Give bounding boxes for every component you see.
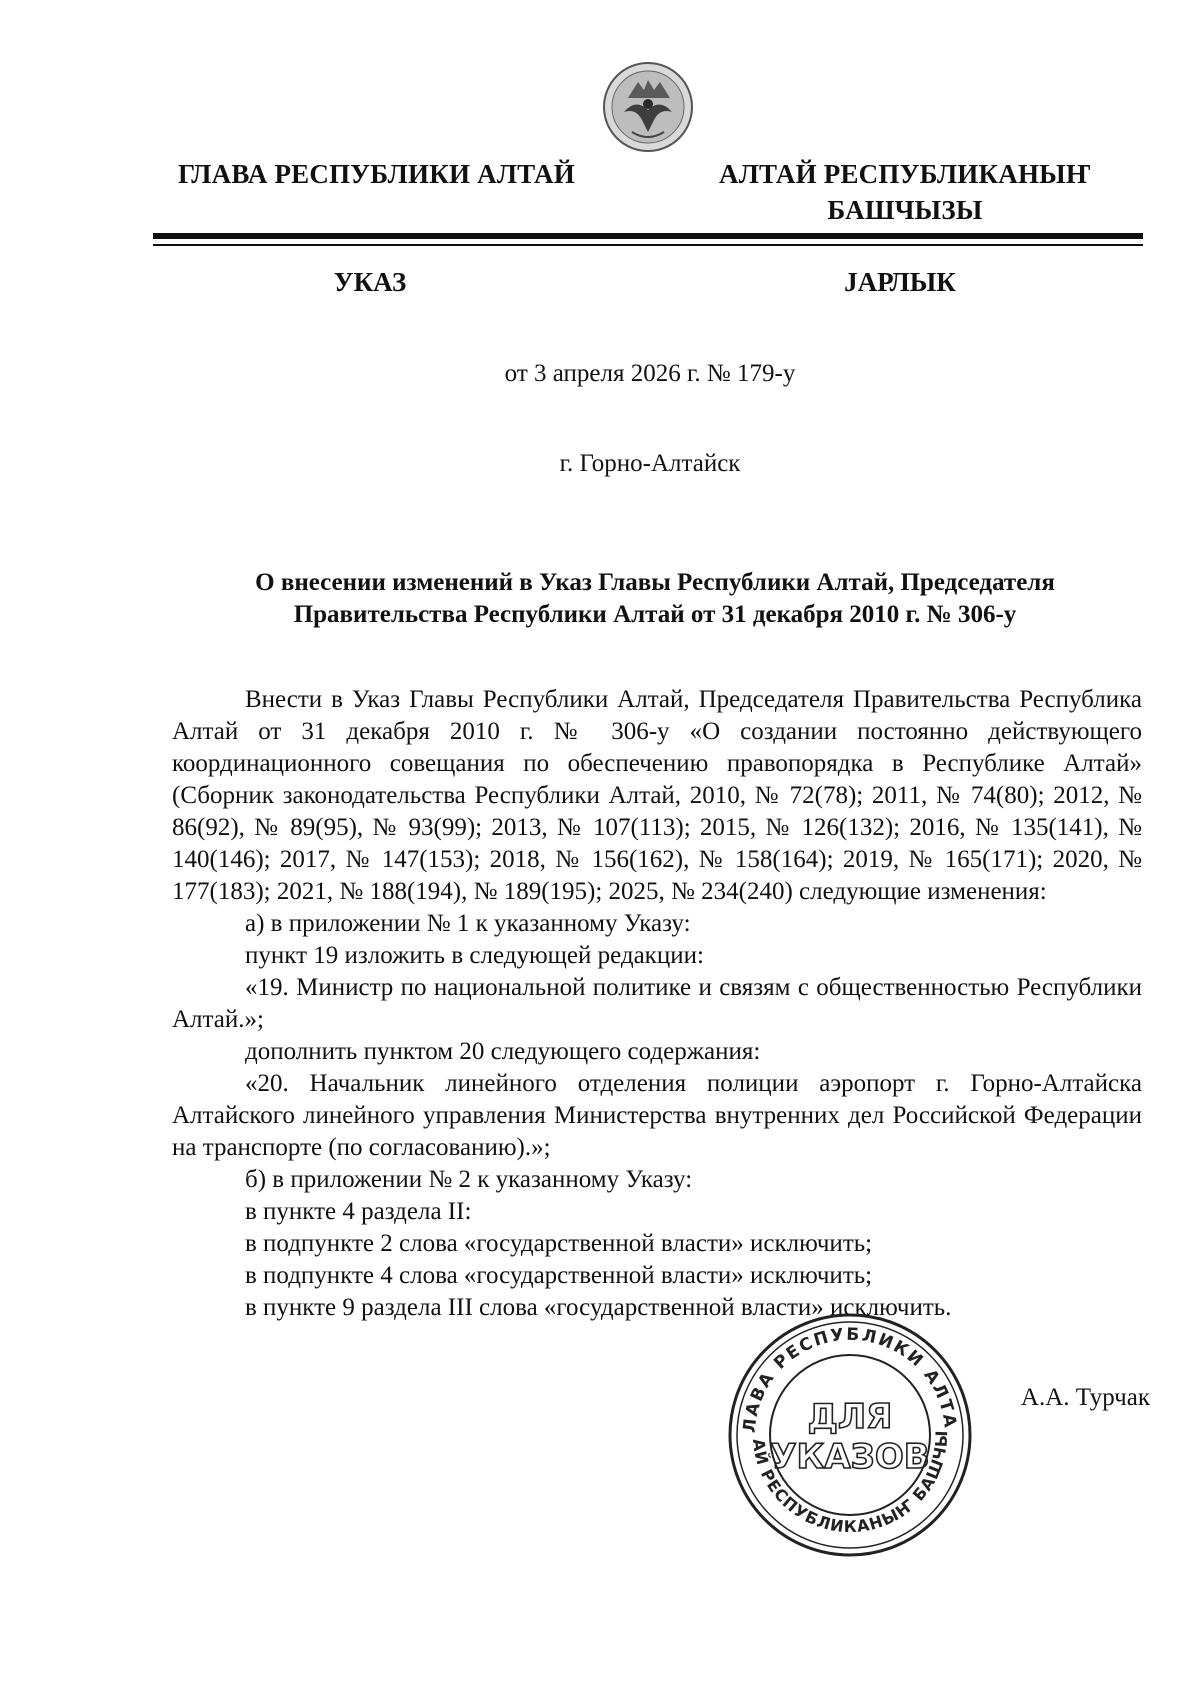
body-item-a3: дополнить пунктом 20 следующего содержания: (245, 1038, 761, 1065)
body-item-a4: «20. Начальник линейного отделения полиции аэропорт г. Горно-Алтайска Алтайского линейного управления Министерства внутренних дел Российской Федерации на транспорте (по согласованию).»; (172, 1070, 1142, 1161)
body-item-b4: в пункте 9 раздела III слова «государственной власти» исключить. (245, 1294, 952, 1321)
document-title (160, 567, 1150, 631)
title-line1: О внесении изменений в Указ Главы Республики Алтай, Председателя (255, 569, 1055, 596)
coat-of-arms-emblem (602, 60, 694, 154)
doc-type-left: УКАЗ (333, 267, 407, 297)
document-body (172, 684, 1142, 1324)
stamp-center-line1: ДЛЯ (807, 1397, 893, 1437)
header-right-line2: БАШЧЫЗЫ (827, 195, 983, 225)
body-item-b: б) в приложении № 2 к указанному Указу: (245, 1166, 693, 1193)
header-divider-thin (153, 244, 1143, 246)
doc-type-right: ЈАРЛЫК (844, 267, 956, 297)
header-divider-thick (153, 233, 1143, 239)
document-city: г. Горно-Алтайск (559, 450, 741, 477)
stamp-center-line2: УКАЗОВ (770, 1437, 930, 1477)
stamp-outer-top-text: ЛАВА РЕСПУБЛИКИ АЛТА (739, 1324, 961, 1434)
body-item-a: а) в приложении № 1 к указанному Указу: (245, 910, 691, 937)
body-intro-paragraph: Внести в Указ Главы Республики Алтай, Председателя Правительства Республика Алтай от 31 декабря 2010 г. № 306-у «О создании постоянно действующего координационного совещания по обеспечению правопорядка в Республике Алтай» (Сборник законодательства Республики Алтай, 2010, № 72(78); 2011, № 74(80); 2012, № 86(92), № 89(95), № 93(99); 2013, № 107(113); 2015, № 126(132); 2016, № 135(141), № 140(146); 2017, № 147(153); 2018, № 156(162), № 158(164); 2019, № 165(171); 2020, № 177(183); 2021, № 188(194), № 189(195); 2025, № 234(240) следующие изменения: (172, 686, 1142, 905)
body-item-a2: «19. Министр по национальной политике и связям с общественностью Республики Алтай.»; (172, 974, 1142, 1033)
signatory-name: А.А. Турчак (1020, 1384, 1150, 1411)
body-item-b2: в подпункте 2 слова «государственной власти» исключить; (245, 1230, 873, 1257)
header-right-line1: АЛТАЙ РЕСПУБЛИКАНЫҤ (719, 159, 1091, 189)
stamp-outer-bottom-text: АЙ РЕСПУБЛИКАНЫҤ БАШЧЫ (748, 1429, 952, 1537)
header-right-title (690, 156, 1120, 228)
title-line2: Правительства Республики Алтай от 31 декабря 2010 г. № 306-у (293, 601, 1017, 628)
document-date-number: от 3 апреля 2026 г. № 179-у (504, 360, 796, 387)
official-stamp (725, 1310, 975, 1560)
body-item-b3: в подпункте 4 слова «государственной власти» исключить; (245, 1262, 873, 1289)
header-left-title: ГЛАВА РЕСПУБЛИКИ АЛТАЙ (178, 159, 575, 189)
body-item-b1: в пункте 4 раздела II: (245, 1198, 472, 1225)
body-item-a1: пункт 19 изложить в следующей редакции: (245, 942, 704, 969)
